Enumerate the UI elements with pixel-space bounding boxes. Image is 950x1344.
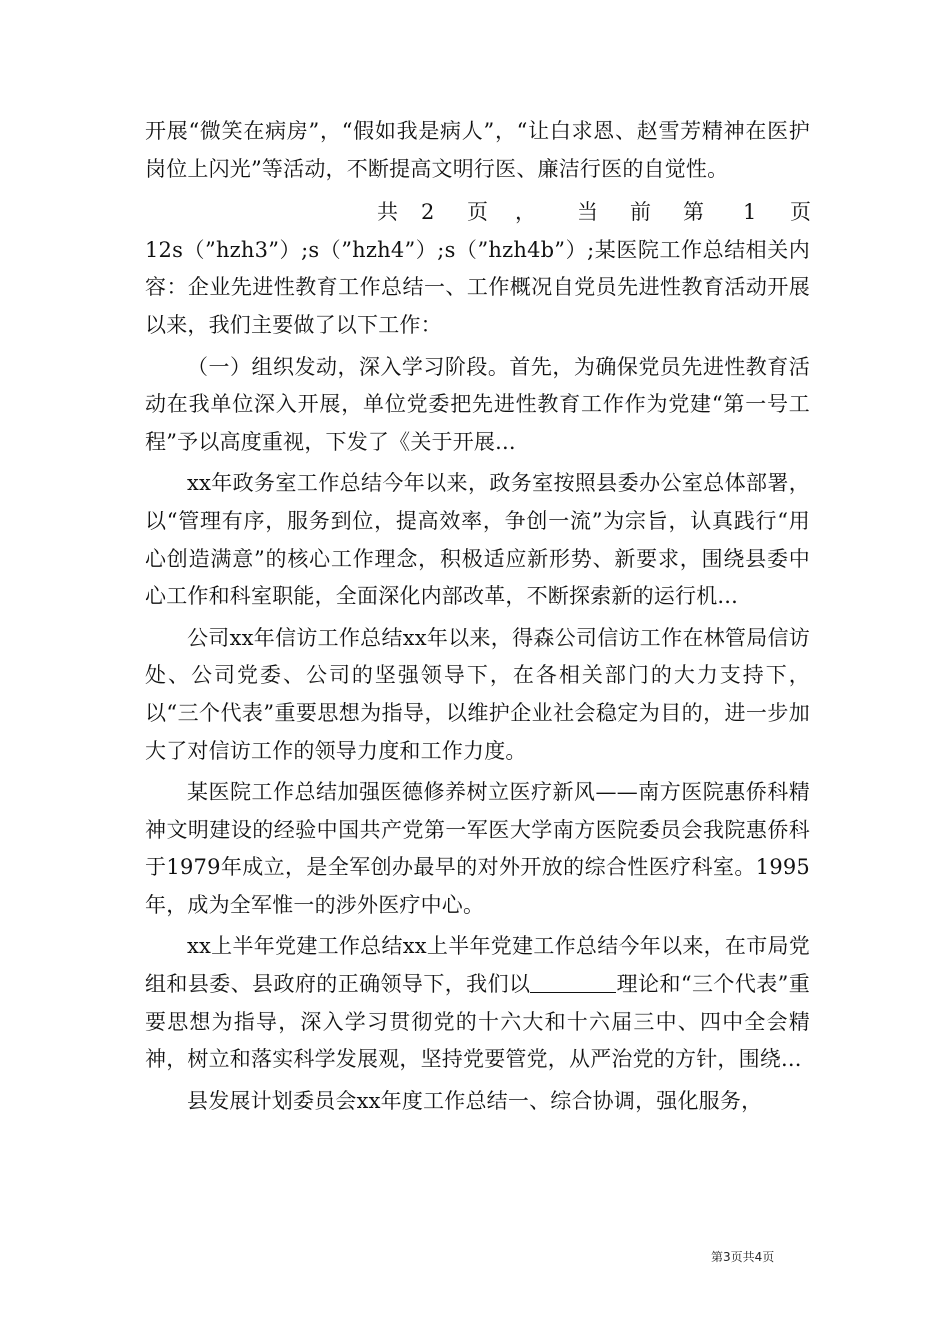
- pager-char: ，: [515, 200, 537, 225]
- paragraph-2: 12s（”hzh3”）;s（”hzh4”）;s（”hzh4b”）;某医院工作总结相关内容：企业先进性教育工作总结一、工作概况自党员先进性教育活动开展以来，我们主要做了以下工作：: [145, 237, 810, 337]
- paragraph-1: 开展“微笑在病房”，“假如我是病人”，“让白求恩、赵雪芳精神在医护岗位上闪光”等活动，不断提高文明行医、廉洁行医的自觉性。: [145, 119, 810, 181]
- paragraph-5: 公司xx年信访工作总结xx年以来，得森公司信访工作在林管局信访处、公司党委、公司的坚强领导下，在各相关部门的大力支持下，以“三个代表”重要思想为指导，以维护企业社会稳定为目的，进一步加大了对信访工作的领导力度和工作力度。: [145, 625, 810, 763]
- paragraph-7-part-b: 理论和“三个代表”重要思想为指导，深入学习贯彻党的十六大和十六届三中、四中全会精神，树立和落实科学发展观，坚持党要管党，从严治党的方针，围绕...: [145, 972, 810, 1072]
- pager-char: 当: [577, 200, 599, 225]
- pager-char: 前: [630, 200, 652, 225]
- pager-char: 页: [790, 200, 812, 225]
- paragraph-4: xx年政务室工作总结今年以来，政务室按照县委办公室总体部署，以“管理有序，服务到位，提高效率，争创一流”为宗旨，认真践行“用心创造满意”的核心工作理念，积极适应新形势、新要求，围绕县委中心工作和科室职能，全面深化内部改革，不断探索新的运行机...: [145, 471, 810, 609]
- paragraph-8: 县发展计划委员会xx年度工作总结一、综合协调，强化服务，: [187, 1088, 763, 1113]
- paragraph-7-part-a: xx上半年党建工作总结xx上半年党建工作总结今年以来，在市局党组和县委、县政府的正确领导下，我们以: [145, 934, 810, 997]
- paragraph-7: [145, 928, 810, 1078]
- page-indicator-line: [145, 194, 810, 232]
- pager-char: 共: [377, 200, 399, 225]
- pager-char: 2: [421, 200, 435, 225]
- page-footer: 第3页共4页: [711, 1250, 775, 1264]
- blank-underline: [530, 971, 616, 993]
- pager-char: 页: [467, 200, 489, 225]
- pager-char: 1: [743, 200, 757, 225]
- pager-char: 第: [683, 200, 705, 225]
- paragraph-3: （一）组织发动，深入学习阶段。首先，为确保党员先进性教育活动在我单位深入开展，单位党委把先进性教育工作作为党建“第一号工程”予以高度重视，下发了《关于开展...: [145, 354, 810, 454]
- document-body: [145, 113, 810, 1120]
- paragraph-6: 某医院工作总结加强医德修养树立医疗新风——南方医院惠侨科精神文明建设的经验中国共产党第一军医大学南方医院委员会我院惠侨科于1979年成立，是全军创办最早的对外开放的综合性医疗科室。1995年，成为全军惟一的涉外医疗中心。: [145, 780, 810, 917]
